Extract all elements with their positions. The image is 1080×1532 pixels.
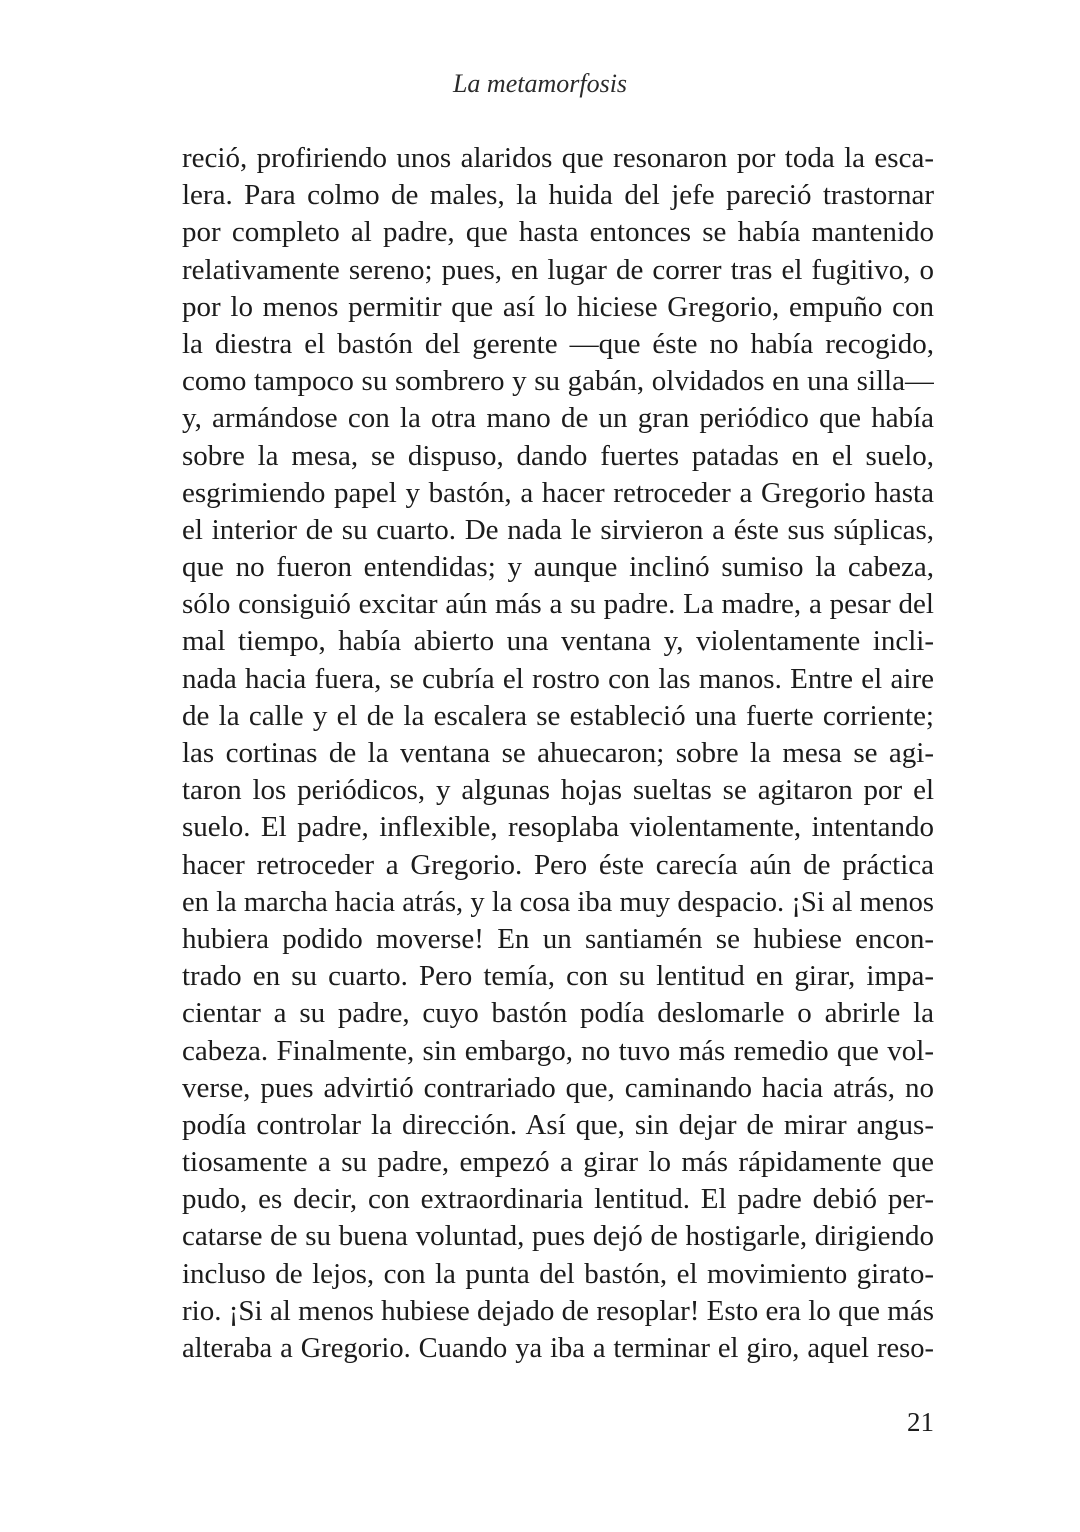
text-line: reció, profiriendo unos alaridos que resonaron por toda la esca- [182,142,934,174]
text-line: tiosamente a su padre, empezó a girar lo más rápidamente que [182,1146,934,1179]
text-line: suelo. El padre, inflexible, resoplaba violentamente, intentando [182,811,934,844]
text-line: incluso de lejos, con la punta del bastón, el movimiento girato- [182,1257,934,1290]
text-line: esgrimiendo papel y bastón, a hacer retroceder a Gregorio hasta [182,476,934,509]
text-line: alteraba a Gregorio. Cuando ya iba a terminar el giro, aquel reso- [182,1333,934,1364]
running-header-title: La metamorfosis [452,69,628,98]
text-line: lera. Para colmo de males, la huida del jefe pareció trastornar [182,179,934,212]
text-line: verse, pues advirtió contrariado que, caminando hacia atrás, no [182,1071,934,1104]
text-line: y, armándose con la otra mano de un gran periódico que había [182,402,934,435]
text-line: cientar a su padre, cuyo bastón podía deslomarle o abrirle la [182,997,934,1030]
text-line: rio. ¡Si al menos hubiese dejado de resoplar! Esto era lo que más [182,1294,934,1327]
text-line: por lo menos permitir que así lo hiciese Gregorio, empuño con [182,290,934,323]
text-line: nada hacia fuera, se cubría el rostro con las manos. Entre el aire [182,662,934,695]
text-line: las cortinas de la ventana se ahuecaron; sobre la mesa se agi- [182,737,934,769]
text-line: sobre la mesa, se dispuso, dando fuertes patadas en el suelo, [182,439,934,472]
text-line: que no fueron entendidas; y aunque inclinó sumiso la cabeza, [182,551,934,584]
text-line: taron los periódicos, y algunas hojas sueltas se agitaron por el [182,774,934,807]
text-line: relativamente sereno; pues, en lugar de correr tras el fugitivo, o [182,253,934,286]
body-text [182,140,934,1367]
text-line: hubiera podido moverse! En un santiamén se hubiese encon- [182,922,934,955]
text-line: podía controlar la dirección. Así que, sin dejar de mirar angus- [182,1108,934,1141]
text-line: en la marcha hacia atrás, y la cosa iba muy despacio. ¡Si al menos [182,886,934,918]
text-line: trado en su cuarto. Pero temía, con su lentitud en girar, impa- [182,960,934,993]
page-number: 21 [907,1407,934,1437]
text-line: hacer retroceder a Gregorio. Pero éste carecía aún de práctica [182,848,934,881]
text-line: cabeza. Finalmente, sin embargo, no tuvo más remedio que vol- [182,1034,934,1067]
text-line: como tampoco su sombrero y su gabán, olvidados en una silla— [182,365,934,398]
text-line: catarse de su buena voluntad, pues dejó de hostigarle, dirigiendo [182,1220,934,1253]
text-line: mal tiempo, había abierto una ventana y, violentamente incli- [182,625,934,658]
text-line: de la calle y el de la escalera se estableció una fuerte corriente; [182,699,934,732]
text-line: la diestra el bastón del gerente —que éste no había recogido, [182,327,934,360]
text-line: el interior de su cuarto. De nada le sirvieron a éste sus súplicas, [182,513,934,546]
text-line: por completo al padre, que hasta entonces se había mantenido [182,216,934,249]
text-line: pudo, es decir, con extraordinaria lentitud. El padre debió per- [182,1183,934,1216]
text-line: sólo consiguió excitar aún más a su padre. La madre, a pesar del [182,588,934,621]
